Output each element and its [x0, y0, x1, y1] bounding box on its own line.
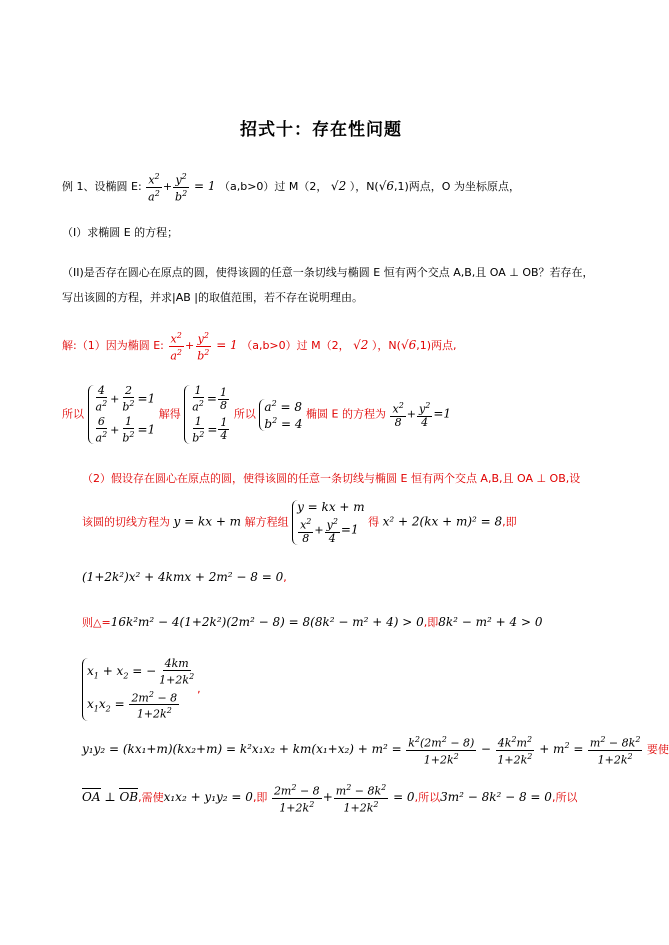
vieta-system: $x_1 + x_2$ = − $\frac{4km}{1+2k^2}$ $x_1x_2$ = $\frac{2m^2 - 8}{1+2k^2}$ , — [82, 658, 201, 721]
delta-mid: ,即 — [423, 616, 439, 629]
solution-2-line-2: 该圆的切线方程为 y = kx + m 解方程组 y = kx + m $\frac{x^2}{8}$ + $\frac{y^2}{4}$ =1 得 x² + 2(kx + m)² = 8,即 — [82, 500, 517, 545]
orthogonality-eq: x₁x₂ + y₁y₂ = 0 — [163, 790, 253, 805]
sqrt2: √2 — [330, 179, 347, 194]
part-2-line-1: （II)是否存在圆心在原点的圆，使得该圆的任意一条切线与椭圆 E 恒有两个交点 A,B,且 OA ⊥ OB？若存在， — [62, 266, 594, 279]
solution-sqrt2: √2 — [353, 338, 369, 353]
delta-expr: 16k²m² − 4(1+2k²)(2m² − 8) = 8(8k² − m² + 4) > 0 — [110, 615, 424, 629]
example-mid: ），N( — [349, 180, 379, 194]
solution-1-cond: （a,b>0）过 M（2， — [241, 339, 350, 353]
solution-sqrt6: √6 — [400, 338, 417, 353]
so-label-4: ,所以 — [551, 791, 578, 805]
quadratic-line — [82, 570, 287, 584]
final-eq: 3m² − 8k² − 8 = 0 — [440, 790, 552, 805]
solution-1: 解:（1）因为椭圆 E: $\frac{x^2}{a^2}$ + $\frac{y^2}{b^2}$ = 1 （a,b>0）过 M（2， √2 ），N(√6,1)两点, — [62, 331, 457, 363]
solution-2-line-1: （2）假设存在圆心在原点的圆，使得该圆的任意一条切线与椭圆 E 恒有两个交点 A,B,且 OA ⊥ OB,设 — [82, 472, 581, 485]
sqrt6: √6 — [378, 179, 395, 194]
get-label: 得 — [368, 515, 380, 529]
so-label-3: ,所以 — [414, 791, 441, 805]
ellipse-eq-label: 椭圆 E 的方程为 — [306, 407, 386, 421]
solve-label: 解得 — [158, 407, 181, 421]
namely-label: ,即 — [502, 515, 517, 529]
solution-1-prefix: 解:（1）因为椭圆 E: — [62, 339, 168, 353]
so-label-1: 所以 — [62, 407, 84, 421]
y1y2-expr: y₁y₂ = (kx₁+m)(kx₂+m) = k²x₁x₂ + km(x₁+x₂) + m² = — [82, 742, 402, 757]
so-label-2: 所以 — [233, 407, 256, 421]
final-line: OA ⊥ OB,需使x₁x₂ + y₁y₂ = 0,即 $\frac{2m^2 - 8}{1+2k^2}$ + $\frac{m^2 - 8k^2}{1+2k^2}$ = 0,所以3m² − 8k² − 8 = 0,所以 — [82, 783, 578, 815]
example-statement: 例 1、设椭圆 E: $\frac{x^2}{a^2}$ + $\frac{y^2}{b^2}$ = 1 （a,b>0）过 M（2， √2 ），N(√6,1)两点，O 为坐标原点， — [62, 172, 520, 204]
example-tail: ,1)两点，O 为坐标原点， — [394, 180, 520, 194]
tangent-eq: y = kx + m — [173, 514, 242, 529]
quadratic-end: , — [283, 571, 287, 584]
solution-systems: 所以 $\frac{4}{a^2}$ + $\frac{2}{b^2}$ =1 $\frac{6}{a^2}$ + $\frac{1}{b^2}$ =1 解得 $\frac{1}{a^2}$ = $\frac{1}{8}$ $\frac{1}{b^2}$ = $\frac{1}{4}$ 所以 $a^2 = 8$ $b^2 = 4$ 椭圆 E 的方程为 $\frac{x^2}{8}$ + $\frac{y^2}{4}$ =1 — [62, 384, 452, 445]
tangent-label: 该圆的切线方程为 — [82, 515, 170, 529]
need-label: ,需使 — [138, 791, 164, 805]
y1y2-line: y₁y₂ = (kx₁+m)(kx₂+m) = k²x₁x₂ + km(x₁+x₂) + m² = $\frac{k^2(2m^2 - 8)}{1+2k^2}$ − $\frac{4k^2m^2}{1+2k^2}$ + $m^2$ = $\frac{m^2 - 8k^2}{1+2k^2}$ 要使 — [82, 735, 669, 767]
delta-end: 8k² − m² + 4 > 0 — [438, 615, 543, 629]
part-1: （I）求椭圆 E 的方程； — [62, 226, 179, 239]
solution-1-tail: ,1)两点, — [416, 339, 457, 353]
delta-line — [82, 614, 542, 630]
example-intro: 例 1、设椭圆 E: — [62, 180, 146, 194]
solution-mid: ），N( — [371, 339, 401, 353]
quadratic-eq: (1+2k²)x² + 4kmx + 2m² − 8 = 0 — [82, 570, 284, 584]
delta-prefix: 则△= — [82, 616, 111, 629]
example-cond: （a,b>0）过 M（2， — [219, 180, 328, 194]
part-2-line-2: 写出该圆的方程，并求|AB |的取值范围，若不存在说明理由。 — [62, 291, 363, 304]
namely-label-2: ,即 — [252, 791, 268, 805]
page-title: 招式十：存在性问题 — [240, 120, 402, 140]
y1y2-end: 要使 — [646, 743, 669, 757]
substituted-eq: x² + 2(kx + m)² = 8 — [382, 514, 503, 529]
system-label: 解方程组 — [244, 515, 289, 529]
